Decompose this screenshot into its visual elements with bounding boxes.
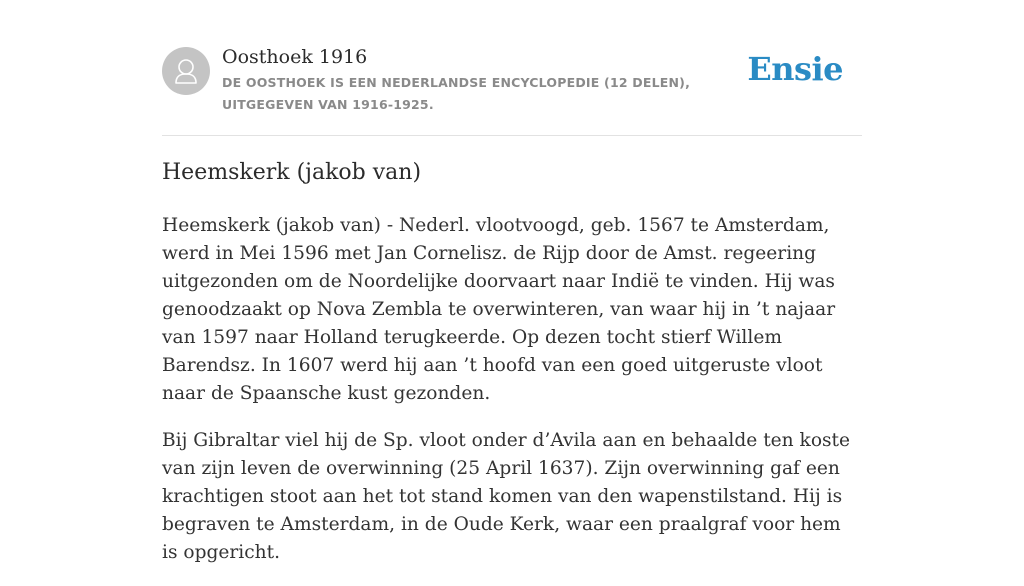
article-body	[162, 212, 862, 586]
article-paragraph: Bij Gibraltar viel hij de Sp. vloot onder d’Avila aan en behaalde ten koste van zijn leven de overwinning (25 April 1637). Zijn overwinning gaf een krachtigen stoot aan het tot stand komen van den wapenstilstand. Hij is begraven te Amsterdam, in de Oude Kerk, waar een praalgraf voor hem is opgericht.	[162, 430, 851, 563]
header-divider	[162, 135, 862, 136]
user-avatar-icon[interactable]	[162, 47, 210, 95]
source-header	[162, 46, 862, 116]
article-paragraph: Heemskerk (jakob van) - Nederl. vlootvoogd, geb. 1567 te Amsterdam, werd in Mei 1596 met Jan Cornelisz. de Rijp door de Amst. regeering uitgezonden om de Noordelijke doorvaart naar Indië te vinden. Hij was genoodzaakt op Nova Zembla te overwinteren, van waar hij in ’t najaar van 1597 naar Holland terugkeerde. Op dezen tocht stierf Willem Barendsz. In 1607 werd hij aan ’t hoofd van een goed uitgeruste vloot naar de Spaansche kust gezonden.	[162, 215, 836, 404]
ensie-logo[interactable]: Ensie	[747, 50, 843, 88]
source-description: DE OOSTHOEK IS EEN NEDERLANDSE ENCYCLOPEDIE (12 DELEN), UITGEGEVEN VAN 1916-1925.	[222, 75, 691, 112]
article-title: Heemskerk (jakob van)	[162, 160, 422, 185]
source-title[interactable]: Oosthoek 1916	[222, 46, 368, 68]
